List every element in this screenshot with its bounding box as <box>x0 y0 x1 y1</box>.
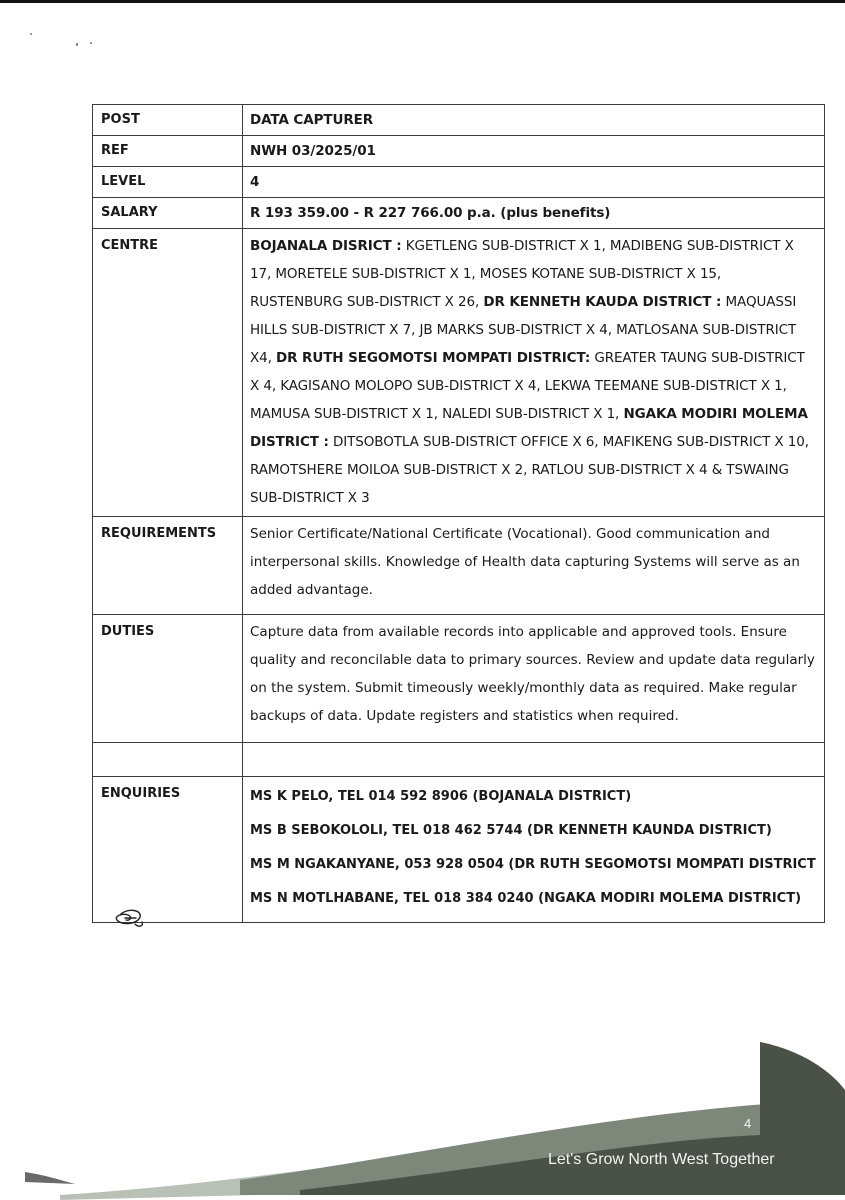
ref-value: NWH 03/2025/01 <box>243 136 825 167</box>
table-row-enquiries <box>93 777 825 923</box>
centre-value <box>243 229 825 517</box>
post-label: POST <box>93 105 243 136</box>
scan-top-edge <box>0 0 845 3</box>
table-row-post <box>93 105 825 136</box>
handwritten-initial <box>112 906 152 932</box>
table-row-requirements <box>93 517 825 615</box>
enquiries-value <box>243 777 825 923</box>
scan-speck <box>30 33 32 35</box>
footer-swoosh <box>0 1030 845 1200</box>
centre-subdistricts: KGETLENG SUB-DISTRICT X 1, MADIBENG SUB-DISTRICT X 17, MORETELE SUB-DISTRICT X 1, MOSES KOTANE SUB-DISTRICT X 15, RUSTENBURG SUB-DISTRICT X 26, <box>250 238 794 310</box>
centre-label: CENTRE <box>93 229 243 517</box>
duties-label: DUTIES <box>93 615 243 743</box>
footer-slogan: Let's Grow North West Together <box>548 1151 775 1168</box>
table-row-centre <box>93 229 825 517</box>
empty-cell <box>93 743 243 777</box>
centre-subdistricts: MAQUASSI HILLS SUB-DISTRICT X 7, JB MARKS SUB-DISTRICT X 4, MATLOSANA SUB-DISTRICT X4, <box>250 294 797 366</box>
table-row-salary <box>93 198 825 229</box>
centre-district-heading: NGAKA MODIRI MOLEMA DISTRICT : <box>250 406 808 450</box>
level-value: 4 <box>243 167 825 198</box>
post-value: DATA CAPTURER <box>243 105 825 136</box>
enquiry-contact-line: MS K PELO, TEL 014 592 8906 (BOJANALA DISTRICT) <box>250 789 632 804</box>
centre-district-heading: BOJANALA DISRICT : <box>250 238 402 254</box>
centre-subdistricts: GREATER TAUNG SUB-DISTRICT X 4, KAGISANO MOLOPO SUB-DISTRICT X 4, LEKWA TEEMANE SUB-DISTRICT X 1, MAMUSA SUB-DISTRICT X 1, NALEDI SUB-DISTRICT X 1, <box>250 350 805 422</box>
centre-district-heading: DR KENNETH KAUDA DISTRICT : <box>483 294 722 310</box>
enquiry-contact-line: MS M NGAKANYANE, 053 928 0504 (DR RUTH SEGOMOTSI MOMPATI DISTRICT <box>250 857 816 872</box>
page-number: 4 <box>744 1116 752 1131</box>
requirements-value: Senior Certificate/National Certificate (Vocational). Good communication and interpersonal skills. Knowledge of Health data capturing Systems will serve as an added advantage. <box>243 517 825 615</box>
salary-value: R 193 359.00 - R 227 766.00 p.a. (plus benefits) <box>243 198 825 229</box>
scan-speck <box>76 43 78 46</box>
level-label: LEVEL <box>93 167 243 198</box>
centre-subdistricts: DITSOBOTLA SUB-DISTRICT OFFICE X 6, MAFIKENG SUB-DISTRICT X 10, RAMOTSHERE MOILOA SUB-DISTRICT X 2, RATLOU SUB-DISTRICT X 4 & TSWAING SUB-DISTRICT X 3 <box>250 434 809 506</box>
salary-label: SALARY <box>93 198 243 229</box>
table-row-empty <box>93 743 825 777</box>
empty-cell <box>243 743 825 777</box>
table-row-level <box>93 167 825 198</box>
scan-speck <box>90 42 92 44</box>
centre-district-heading: DR RUTH SEGOMOTSI MOMPATI DISTRICT: <box>276 350 591 366</box>
table-row-duties <box>93 615 825 743</box>
enquiries-label: ENQUIRIES <box>93 777 243 923</box>
requirements-label: REQUIREMENTS <box>93 517 243 615</box>
job-advert-table <box>92 104 825 923</box>
enquiry-contact-line: MS N MOTLHABANE, TEL 018 384 0240 (NGAKA MODIRI MOLEMA DISTRICT) <box>250 891 802 906</box>
table-row-ref <box>93 136 825 167</box>
ref-label: REF <box>93 136 243 167</box>
duties-value: Capture data from available records into applicable and approved tools. Ensure quality and reconcilable data to primary sources. Review and update data regularly on the system. Submit timeously weekly/monthly data as required. Make regular backups of data. Update registers and statistics when required. <box>243 615 825 743</box>
enquiry-contact-line: MS B SEBOKOLOLI, TEL 018 462 5744 (DR KENNETH KAUNDA DISTRICT) <box>250 823 772 838</box>
